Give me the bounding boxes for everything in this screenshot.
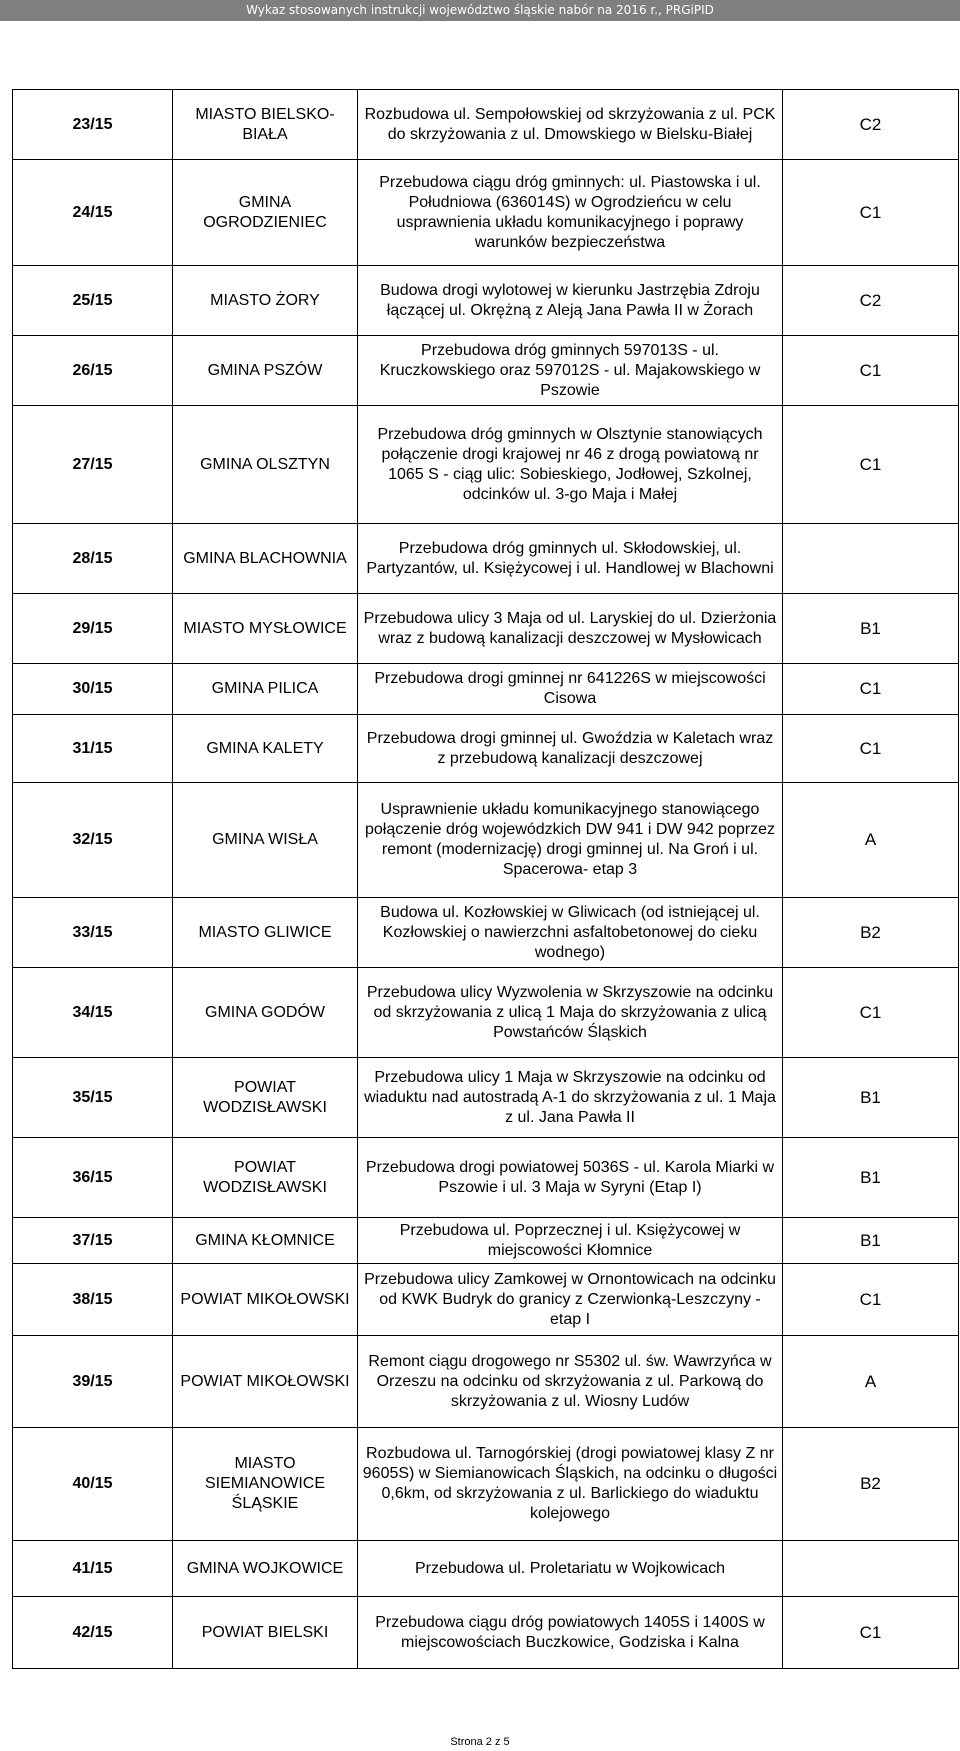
row-number: 41/15	[13, 1541, 173, 1597]
table-row	[13, 524, 959, 594]
category-code: B2	[783, 1428, 959, 1541]
task-description: Przebudowa drogi powiatowej 5036S - ul. Karola Miarki w Pszowie i ul. 3 Maja w Syryni (Etap I)	[358, 1138, 783, 1218]
applicant-name: POWIAT WODZISŁAWSKI	[173, 1058, 358, 1138]
applicant-name: GMINA OLSZTYN	[173, 406, 358, 524]
row-number: 32/15	[13, 783, 173, 898]
task-description: Przebudowa ul. Poprzecznej i ul. Księżycowej w miejscowości Kłomnice	[358, 1218, 783, 1264]
task-description: Usprawnienie układu komunikacyjnego stanowiącego połączenie dróg wojewódzkich DW 941 i DW 942 poprzez remont (modernizację) drogi gminnej ul. Na Groń i ul. Spacerowa- etap 3	[358, 783, 783, 898]
applicant-name: MIASTO GLIWICE	[173, 898, 358, 968]
table-row	[13, 898, 959, 968]
task-description: Przebudowa ulicy Zamkowej w Ornontowicach na odcinku od KWK Budryk do granicy z Czerwionką-Leszczyny - etap I	[358, 1264, 783, 1336]
row-number: 40/15	[13, 1428, 173, 1541]
table-row	[13, 1541, 959, 1597]
row-number: 34/15	[13, 968, 173, 1058]
row-number: 38/15	[13, 1264, 173, 1336]
task-description: Przebudowa ulicy 1 Maja w Skrzyszowie na odcinku od wiaduktu nad autostradą A-1 do skrzyżowania z ul. 1 Maja z ul. Jana Pawła II	[358, 1058, 783, 1138]
table-row	[13, 664, 959, 715]
row-number: 25/15	[13, 266, 173, 336]
task-description: Przebudowa ulicy 3 Maja od ul. Laryskiej do ul. Dzierżonia wraz z budową kanalizacji deszczowej w Mysłowicach	[358, 594, 783, 664]
table-row	[13, 783, 959, 898]
category-code: C1	[783, 664, 959, 715]
applicant-name: GMINA KŁOMNICE	[173, 1218, 358, 1264]
applicant-name: GMINA OGRODZIENIEC	[173, 160, 358, 266]
category-code: C1	[783, 336, 959, 406]
row-number: 27/15	[13, 406, 173, 524]
task-description: Przebudowa ul. Proletariatu w Wojkowicach	[358, 1541, 783, 1597]
category-code: A	[783, 1336, 959, 1428]
tasks-table-body	[13, 90, 959, 1669]
row-number: 28/15	[13, 524, 173, 594]
applicant-name: GMINA WOJKOWICE	[173, 1541, 358, 1597]
task-description: Budowa ul. Kozłowskiej w Gliwicach (od istniejącej ul. Kozłowskiej o nawierzchni asfaltobetonowej do cieku wodnego)	[358, 898, 783, 968]
category-code: B1	[783, 594, 959, 664]
table-row	[13, 594, 959, 664]
table-row	[13, 90, 959, 160]
category-code: C1	[783, 1264, 959, 1336]
row-number: 39/15	[13, 1336, 173, 1428]
applicant-name: GMINA GODÓW	[173, 968, 358, 1058]
table-row	[13, 715, 959, 783]
task-description: Przebudowa dróg gminnych w Olsztynie stanowiących połączenie drogi krajowej nr 46 z drogą powiatową nr 1065 S - ciąg ulic: Sobieskiego, Jodłowej, Szkolnej, odcinków ul. 3-go Maja i Małej	[358, 406, 783, 524]
row-number: 29/15	[13, 594, 173, 664]
task-description: Rozbudowa ul. Tarnogórskiej (drogi powiatowej klasy Z nr 9605S) w Siemianowicach Śląskich, na odcinku o długości 0,6km, od skrzyżowania z ul. Barlickiego do wiaduktu kolejowego	[358, 1428, 783, 1541]
applicant-name: GMINA PSZÓW	[173, 336, 358, 406]
table-row	[13, 1138, 959, 1218]
table-row	[13, 1336, 959, 1428]
row-number: 30/15	[13, 664, 173, 715]
task-description: Przebudowa ciągu dróg gminnych: ul. Piastowska i ul. Południowa (636014S) w Ogrodzieńcu w celu usprawnienia układu komunikacyjnego i poprawy warunków bezpieczeństwa	[358, 160, 783, 266]
category-code: C1	[783, 968, 959, 1058]
table-row	[13, 160, 959, 266]
category-code: B1	[783, 1218, 959, 1264]
tasks-table	[12, 89, 959, 1669]
category-code: C1	[783, 406, 959, 524]
category-code	[783, 1541, 959, 1597]
row-number: 33/15	[13, 898, 173, 968]
applicant-name: MIASTO ŻORY	[173, 266, 358, 336]
task-description: Przebudowa dróg gminnych ul. Skłodowskiej, ul. Partyzantów, ul. Księżycowej i ul. Handlowej w Blachowni	[358, 524, 783, 594]
row-number: 23/15	[13, 90, 173, 160]
applicant-name: GMINA KALETY	[173, 715, 358, 783]
row-number: 36/15	[13, 1138, 173, 1218]
table-row	[13, 1597, 959, 1669]
row-number: 42/15	[13, 1597, 173, 1669]
table-row	[13, 1264, 959, 1336]
applicant-name: GMINA BLACHOWNIA	[173, 524, 358, 594]
task-description: Rozbudowa ul. Sempołowskiej od skrzyżowania z ul. PCK do skrzyżowania z ul. Dmowskiego w Bielsku-Białej	[358, 90, 783, 160]
page-header: Wykaz stosowanych instrukcji województwo śląskie nabór na 2016 r., PRGiPID	[0, 0, 960, 21]
row-number: 31/15	[13, 715, 173, 783]
category-code: C2	[783, 266, 959, 336]
applicant-name: MIASTO BIELSKO-BIAŁA	[173, 90, 358, 160]
table-row	[13, 1218, 959, 1264]
applicant-name: GMINA WISŁA	[173, 783, 358, 898]
task-description: Remont ciągu drogowego nr S5302 ul. św. Wawrzyńca w Orzeszu na odcinku od skrzyżowania z ul. Parkową do skrzyżowania z ul. Wiosny Ludów	[358, 1336, 783, 1428]
row-number: 24/15	[13, 160, 173, 266]
table-row	[13, 1058, 959, 1138]
task-description: Przebudowa drogi gminnej nr 641226S w miejscowości Cisowa	[358, 664, 783, 715]
row-number: 37/15	[13, 1218, 173, 1264]
table-row	[13, 968, 959, 1058]
task-description: Przebudowa drogi gminnej ul. Gwoździa w Kaletach wraz z przebudową kanalizacji deszczowej	[358, 715, 783, 783]
page-footer: Strona 2 z 5	[450, 1736, 510, 1748]
applicant-name: POWIAT WODZISŁAWSKI	[173, 1138, 358, 1218]
category-code: B1	[783, 1058, 959, 1138]
applicant-name: MIASTO SIEMIANOWICE ŚLĄSKIE	[173, 1428, 358, 1541]
task-description: Przebudowa ciągu dróg powiatowych 1405S i 1400S w miejscowościach Buczkowice, Godziska i Kalna	[358, 1597, 783, 1669]
table-row	[13, 266, 959, 336]
task-description: Przebudowa ulicy Wyzwolenia w Skrzyszowie na odcinku od skrzyżowania z ulicą 1 Maja do skrzyżowania z ulicą Powstańców Śląskich	[358, 968, 783, 1058]
row-number: 35/15	[13, 1058, 173, 1138]
category-code: C1	[783, 715, 959, 783]
task-description: Budowa drogi wylotowej w kierunku Jastrzębia Zdroju łączącej ul. Okrężną z Aleją Jana Pawła II w Żorach	[358, 266, 783, 336]
category-code: C2	[783, 90, 959, 160]
applicant-name: MIASTO MYSŁOWICE	[173, 594, 358, 664]
category-code: B2	[783, 898, 959, 968]
category-code: A	[783, 783, 959, 898]
applicant-name: POWIAT MIKOŁOWSKI	[173, 1336, 358, 1428]
applicant-name: POWIAT MIKOŁOWSKI	[173, 1264, 358, 1336]
task-description: Przebudowa dróg gminnych 597013S - ul. Kruczkowskiego oraz 597012S - ul. Majakowskiego w Pszowie	[358, 336, 783, 406]
category-code: C1	[783, 1597, 959, 1669]
row-number: 26/15	[13, 336, 173, 406]
category-code	[783, 524, 959, 594]
category-code: C1	[783, 160, 959, 266]
applicant-name: POWIAT BIELSKI	[173, 1597, 358, 1669]
table-row	[13, 336, 959, 406]
applicant-name: GMINA PILICA	[173, 664, 358, 715]
category-code: B1	[783, 1138, 959, 1218]
table-row	[13, 406, 959, 524]
table-row	[13, 1428, 959, 1541]
